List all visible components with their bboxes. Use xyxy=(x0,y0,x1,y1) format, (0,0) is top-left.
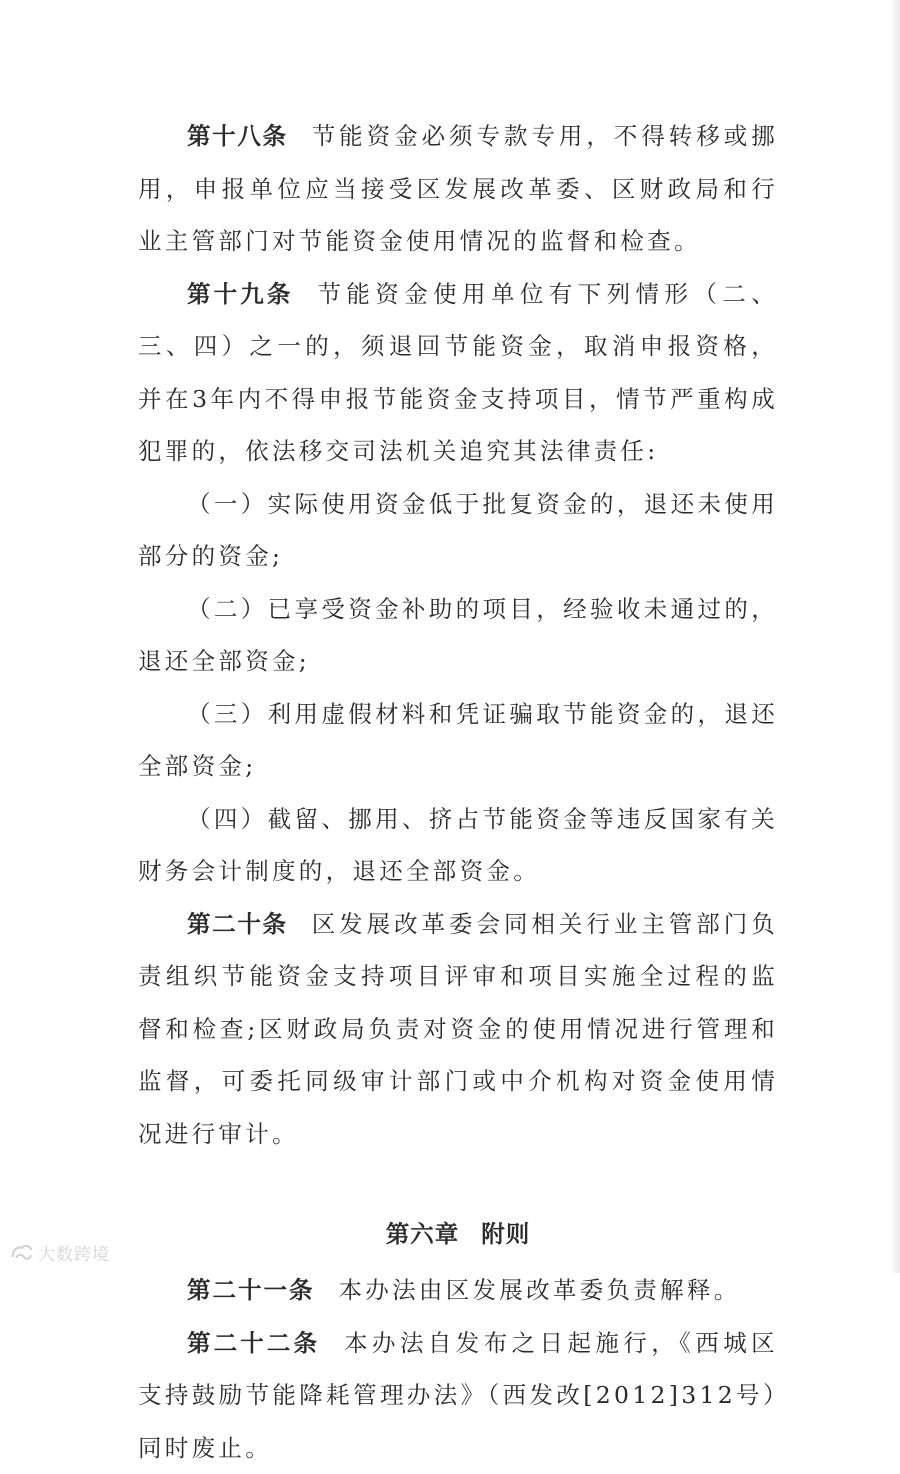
chapter-heading xyxy=(138,1208,778,1260)
article-21-text: 本办法由区发展改革委负责解释。 xyxy=(339,1276,741,1304)
document-body xyxy=(138,110,778,1474)
page-edge-shadow xyxy=(890,0,900,1273)
article-19-heading: 第十九条 xyxy=(187,280,293,308)
article-22-text: 本办法自发布之日起施行，《西城区支持鼓励节能降耗管理办法》（西发改[2012]312号）同时废止。 xyxy=(138,1329,778,1462)
article-19 xyxy=(138,268,778,478)
article-21-heading: 第二十一条 xyxy=(187,1276,315,1304)
article-18-heading: 第十八条 xyxy=(187,122,288,150)
article-19-item-1: （一）实际使用资金低于批复资金的，退还未使用部分的资金; xyxy=(138,478,778,583)
article-20 xyxy=(138,898,778,1161)
article-19-text: 节能资金使用单位有下列情形（二、三、四）之一的，须退回节能资金，取消申报资格，并在3年内不得申报节能资金支持项目，情节严重构成犯罪的，依法移交司法机关追究其法律责任: xyxy=(138,280,778,466)
article-22 xyxy=(138,1317,778,1474)
watermark-logo-icon xyxy=(10,1242,34,1264)
article-20-text: 区发展改革委会同相关行业主管部门负责组织节能资金支持项目评审和项目实施全过程的监督和检查;区财政局负责对资金的使用情况进行管理和监督，可委托同级审计部门或中介机构对资金使用情况进行审计。 xyxy=(138,910,778,1148)
article-20-heading: 第二十条 xyxy=(187,910,288,938)
watermark xyxy=(10,1240,110,1265)
article-19-item-3: （三）利用虚假材料和凭证骗取节能资金的，退还全部资金; xyxy=(138,688,778,793)
article-21 xyxy=(138,1264,778,1317)
article-18-text: 节能资金必须专款专用，不得转移或挪用，申报单位应当接受区发展改革委、区财政局和行业主管部门对节能资金使用情况的监督和检查。 xyxy=(138,122,778,255)
article-19-item-2: （二）已享受资金补助的项目，经验收未通过的，退还全部资金; xyxy=(138,583,778,688)
watermark-text: 大数跨境 xyxy=(38,1240,110,1265)
article-19-item-4: （四）截留、挪用、挤占节能资金等违反国家有关财务会计制度的，退还全部资金。 xyxy=(138,793,778,898)
article-22-heading: 第二十二条 xyxy=(187,1329,320,1357)
chapter-number: 第六章 xyxy=(386,1220,460,1248)
article-18 xyxy=(138,110,778,268)
chapter-title: 附则 xyxy=(481,1220,530,1248)
